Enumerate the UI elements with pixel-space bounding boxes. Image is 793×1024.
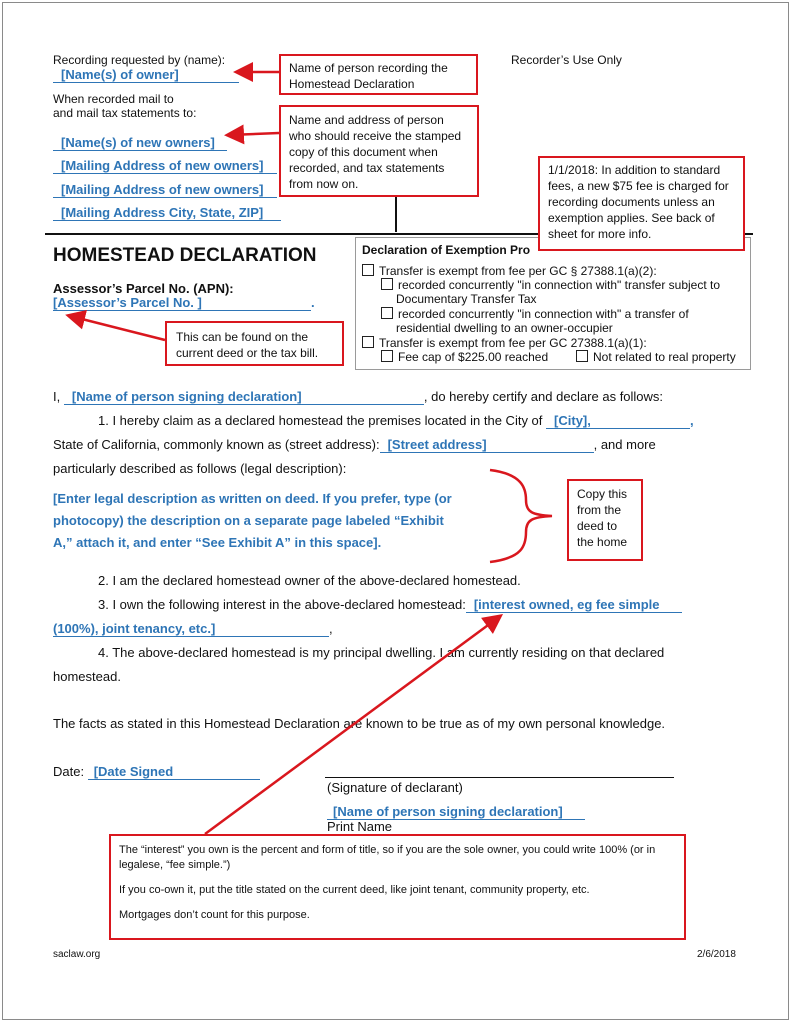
apn-label: Assessor’s Parcel No. (APN): (53, 281, 234, 296)
callout-name-recording-line2: Homestead Declaration (289, 77, 415, 91)
callout-apn-note: This can be found on the current deed or the tax bill. (165, 321, 344, 366)
arrow-icon (70, 316, 165, 340)
and-more-text: , and more (593, 437, 656, 452)
callout-address: Name and address of person who should receive the stamped copy of this document when recorded, and tax statements from now on. (279, 105, 479, 197)
para3-text: 3. I own the following interest in the above-declared homestead: (98, 597, 466, 612)
when-recorded-line1: When recorded mail to (53, 92, 174, 106)
signature-label: (Signature of declarant) (327, 780, 463, 795)
fee-cap-text: Fee cap of $225.00 reached (398, 350, 549, 364)
apn-value: [Assessor’s Parcel No. ] (53, 295, 311, 311)
exemption-item-1a-text: recorded concurrently "in connection with" transfer subject to (398, 278, 721, 292)
legal-line-3: A,” attach it, and enter “See Exhibit A” in this space]. (53, 535, 382, 550)
mailing-city-value: [Mailing Address City, State, ZIP] (53, 205, 281, 221)
interest-field-1[interactable]: [interest owned, eg fee simple (466, 597, 682, 613)
callout-copy-note: Copy this from the deed to the home (567, 479, 643, 561)
callout-interest-p2: If you co-own it, put the title stated on the current deed, like joint tenant, community property, etc. (119, 884, 590, 896)
when-recorded-line2: and mail tax statements to: (53, 106, 197, 120)
callout-name-recording-line1: Name of person recording the (289, 61, 448, 75)
street-field[interactable]: [Street address] (380, 437, 594, 453)
arrow-icon (229, 133, 279, 135)
exemption-item-1b-text: recorded concurrently "in connection with" a transfer of (398, 307, 689, 321)
legal-intro: particularly described as follows (legal description): (53, 461, 347, 476)
print-name-value: [Name of person signing declaration] (327, 804, 585, 820)
exemption-item-1a-cont: Documentary Transfer Tax (396, 292, 537, 306)
declarant-name-field[interactable]: [Name of person signing declaration] (64, 389, 424, 405)
print-name-label: Print Name (327, 819, 393, 834)
legal-line-2: photocopy) the description on a separate page labeled “Exhibit (53, 513, 444, 528)
recording-requested-label: Recording requested by (name): (53, 53, 226, 67)
city-field[interactable]: [City], (546, 413, 690, 429)
not-related-text: Not related to real property (593, 350, 736, 364)
interest-field-2[interactable]: (100%), joint tenancy, etc.] (53, 621, 329, 637)
state-text: State of California, commonly known as (street address): (53, 437, 380, 452)
facts-statement: The facts as stated in this Homestead Declaration are known to be true as of my own personal knowledge. (53, 716, 666, 731)
para1-text: 1. I hereby claim as a declared homestead the premises located in the City of (98, 413, 543, 428)
callout-fee-note: 1/1/2018: In addition to standard fees, a new $75 fee is charged for recording documents unless an exemption applies. See back of sheet for more info. (538, 156, 745, 251)
mailing-address-value-1: [Mailing Address of new owners] (53, 158, 277, 174)
certify-text: , do hereby certify and declare as follows: (423, 389, 664, 404)
i-prefix: I, (53, 389, 61, 404)
para4-line1: 4. The above-declared homestead is my principal dwelling. I am currently residing on that declared (98, 645, 665, 660)
mailing-address-value-2: [Mailing Address of new owners] (53, 182, 277, 198)
bracket-icon (490, 470, 552, 562)
callout-interest-p1: The “interest” you own is the percent and form of title, so if you are the sole owner, you could write 100% (or in legalese, “fee simple.”) (119, 844, 656, 871)
date-field[interactable]: [Date Signed (88, 764, 260, 780)
para4-line2: homestead. (53, 669, 121, 684)
exemption-item-1b-cont: residential dwelling to an owner-occupier (396, 321, 613, 335)
exemption-heading: Declaration of Exemption Pro (362, 243, 531, 257)
date-label: Date: (53, 764, 85, 779)
new-owners-value: [Name(s) of new owners] (53, 135, 227, 151)
city-trail: , (690, 413, 694, 428)
legal-line-1: [Enter legal description as written on deed. If you prefer, type (or (53, 491, 452, 506)
exemption-item-1-text: Transfer is exempt from fee per GC § 27388.1(a)(2): (379, 264, 657, 278)
recorders-use-label: Recorder’s Use Only (511, 53, 622, 67)
exemption-item-2-text: Transfer is exempt from fee per GC 27388.1(a)(1): (379, 336, 647, 350)
footer-site: saclaw.org (53, 949, 101, 960)
arrow-icon (205, 617, 499, 834)
footer-date: 2/6/2018 (697, 949, 736, 960)
form-title: HOMESTEAD DECLARATION (53, 245, 317, 266)
apn-dot: . (311, 295, 315, 310)
callout-interest-p3: Mortgages don’t count for this purpose. (119, 909, 310, 921)
interest-trail: , (329, 621, 333, 636)
owner-name-value: [Name(s) of owner] (53, 67, 239, 83)
para2-text: 2. I am the declared homestead owner of the above-declared homestead. (98, 573, 521, 588)
